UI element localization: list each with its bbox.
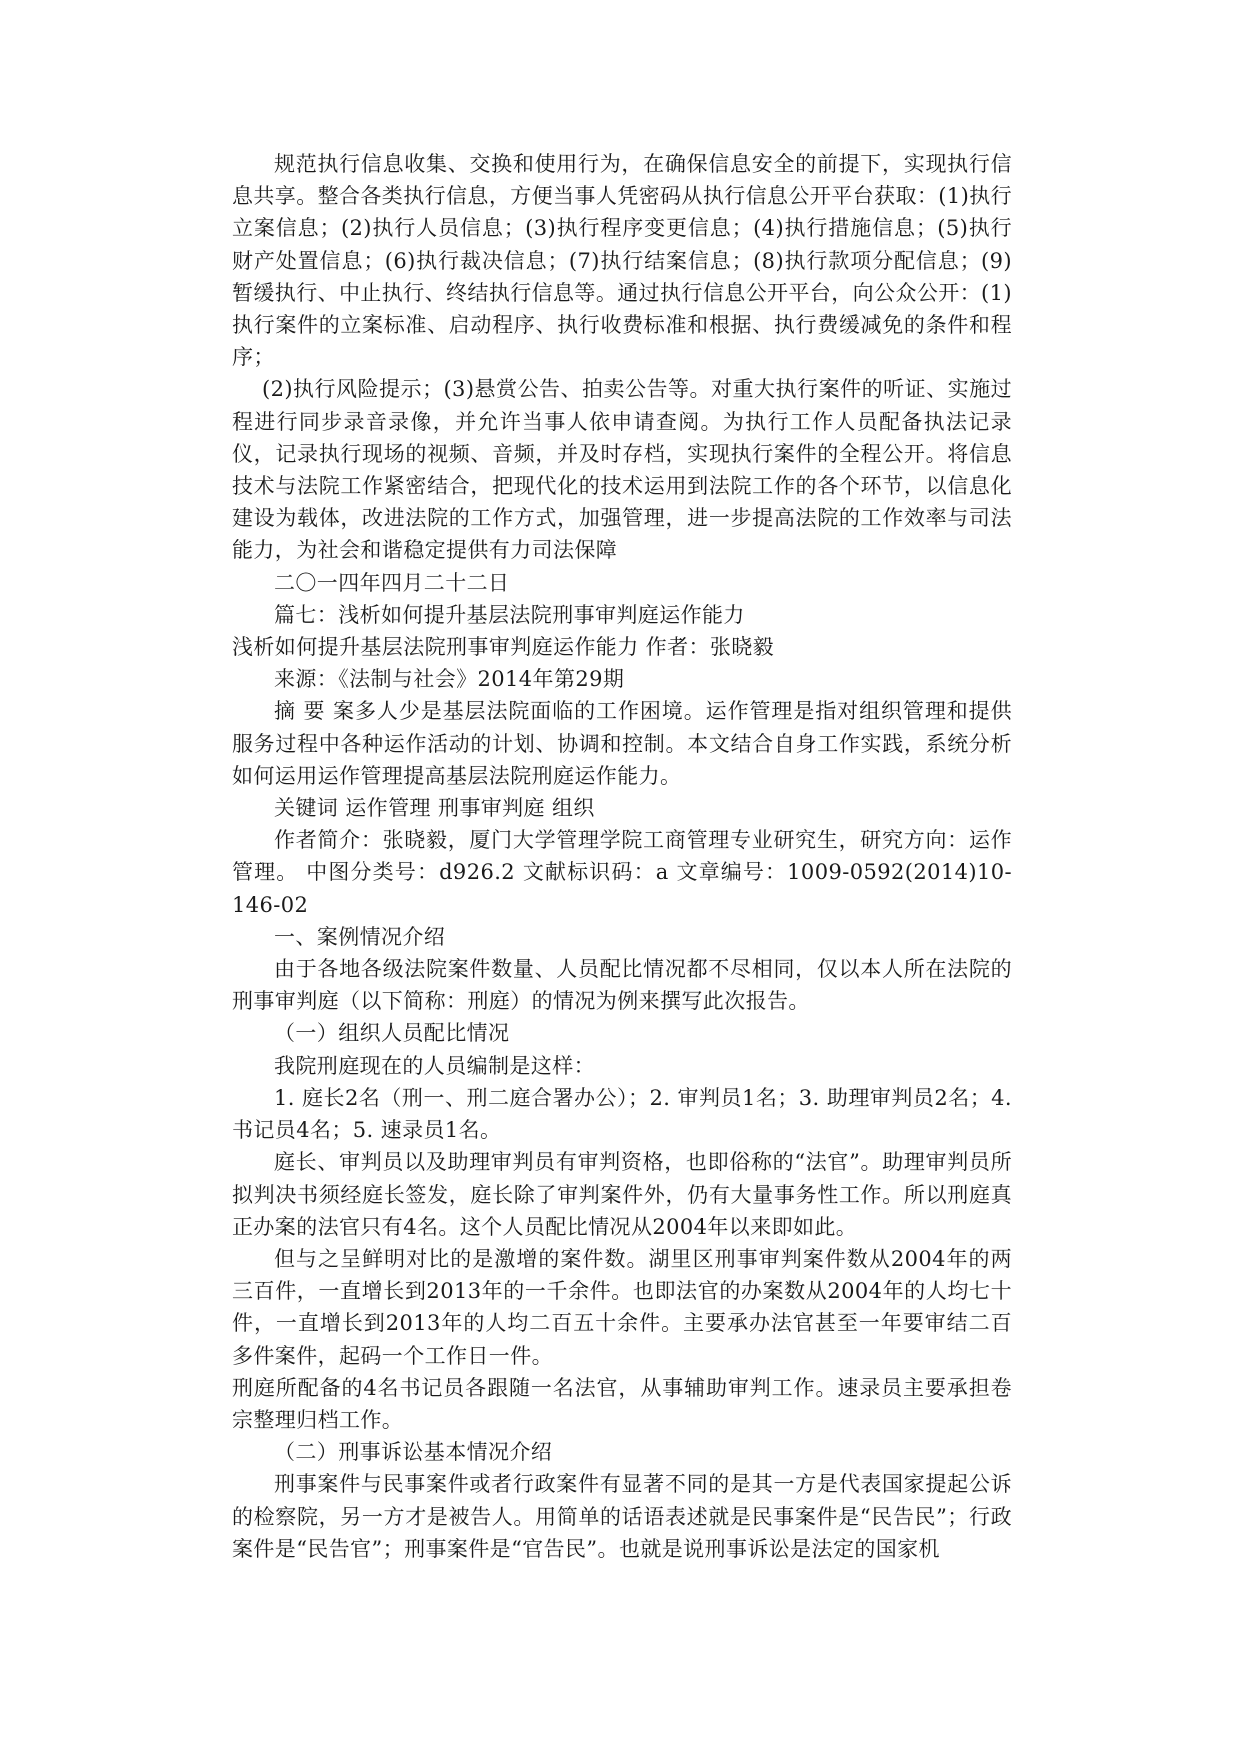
paragraph-execution-info: 规范执行信息收集、交换和使用行为，在确保信息安全的前提下，实现执行信息共享。整合各类执行信息，方便当事人凭密码从执行信息公开平台获取：(1)执行立案信息；(2)执行人员信息；(3)执行程序变更信息；(4)执行措施信息；(5)执行财产处置信息；(6)执行裁决信息；(7)执行结案信息；(8)执行款项分配信息；(9)暂缓执行、中止执行、终结执行信息等。通过执行信息公开平台，向公众公开：(1)执行案件的立案标准、启动程序、执行收费标准和根据、执行费缓减免的条件和程序；: [232, 152, 1012, 370]
paragraph-case-growth: 但与之呈鲜明对比的是激增的案件数。湖里区刑事审判案件数从2004年的两三百件，一直增长到2013年的一千余件。也即法官的办案数从2004年的人均七十件，一直增长到2013年的人均二百五十余件。主要承办法官甚至一年要审结二百多件案件，起码一个工作日一件。: [232, 1246, 1012, 1368]
paragraph-criminal-litigation: 刑事案件与民事案件或者行政案件有显著不同的是其一方是代表国家提起公诉的检察院，另一方才是被告人。用简单的话语表述就是民事案件是“民告民”；行政案件是“民告官”；刑事案件是“官告民”。也就是说刑事诉讼是法定的国家机: [232, 1472, 1012, 1561]
paragraph-staffing: 我院刑庭现在的人员编制是这样：: [274, 1053, 595, 1078]
document-body: [232, 148, 1012, 1565]
subsection-heading-2: （二）刑事诉讼基本情况介绍: [274, 1440, 553, 1465]
keywords: 关键词 运作管理 刑事审判庭 组织: [274, 796, 595, 821]
article-title-author: 浅析如何提升基层法院刑事审判庭运作能力 作者：张晓毅: [232, 635, 775, 660]
paragraph-execution-risk: (2)执行风险提示；(3)悬赏公告、拍卖公告等。对重大执行案件的听证、实施过程进行同步录音录像，并允许当事人依申请查阅。为执行工作人员配备执法记录仪，记录执行现场的视频、音频，并及时存档，实现执行案件的全程公开。将信息技术与法院工作紧密结合，把现代化的技术运用到法院工作的各个环节，以信息化建设为载体，改进法院的工作方式，加强管理，进一步提高法院的工作效率与司法能力，为社会和谐稳定提供有力司法保障: [232, 377, 1012, 563]
paragraph-clerks: 刑庭所配备的4名书记员各跟随一名法官，从事辅助审判工作。速录员主要承担卷宗整理归档工作。: [232, 1375, 1012, 1432]
section-heading-1: 一、案例情况介绍: [274, 924, 446, 949]
paragraph-intro: 由于各地各级法院案件数量、人员配比情况都不尽相同，仅以本人所在法院的刑事审判庭（以下简称：刑庭）的情况为例来撰写此次报告。: [232, 957, 1012, 1014]
date-line: 二〇一四年四月二十二日: [274, 570, 510, 595]
abstract: 摘 要 案多人少是基层法院面临的工作困境。运作管理是指对组织管理和提供服务过程中各种运作活动的计划、协调和控制。本文结合自身工作实践，系统分析如何运用运作管理提高基层法院刑庭运作能力。: [232, 699, 1012, 788]
article-source: 来源：《法制与社会》2014年第29期: [274, 667, 625, 692]
paragraph-judges: 庭长、审判员以及助理审判员有审判资格，也即俗称的“法官”。助理审判员所拟判决书须经庭长签发，庭长除了审判案件外，仍有大量事务性工作。所以刑庭真正办案的法官只有4名。这个人员配比情况从2004年以来即如此。: [232, 1150, 1012, 1239]
paragraph-staff-list: 1. 庭长2名（刑一、刑二庭合署办公）；2. 审判员1名；3. 助理审判员2名；4. 书记员4名；5. 速录员1名。: [232, 1085, 1012, 1143]
chapter-title: 篇七：浅析如何提升基层法院刑事审判庭运作能力: [274, 602, 745, 627]
subsection-heading-1: （一）组织人员配比情况: [274, 1021, 510, 1046]
author-info: 作者简介：张晓毅，厦门大学管理学院工商管理专业研究生，研究方向：运作管理。 中图分类号：d926.2 文献标识码：a 文章编号：1009-0592(2014)10-146-02: [232, 828, 1012, 917]
